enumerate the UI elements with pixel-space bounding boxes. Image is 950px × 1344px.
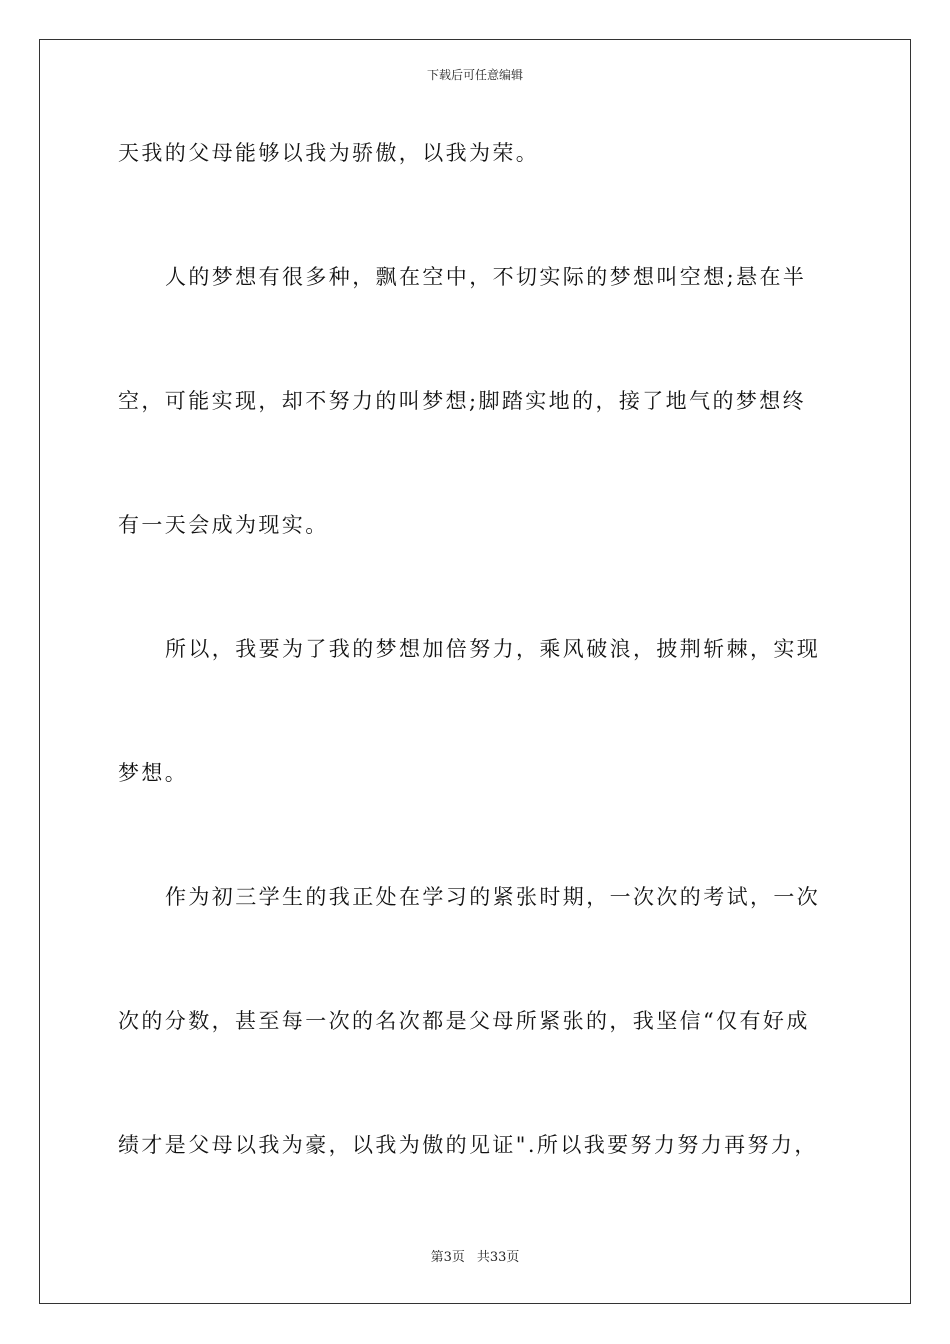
paragraph-line: 人的梦想有很多种，飘在空中，不切实际的梦想叫空想;悬在半 [165,265,807,289]
page-total: 共33页 [476,1250,520,1265]
page-footer [0,1250,950,1266]
paragraph-line: 有一天会成为现实。 [118,513,329,537]
paragraph-line: 作为初三学生的我正处在学习的紧张时期，一次次的考试，一次 [165,885,821,909]
paragraph-line: 绩才是父母以我为豪，以我为傲的见证".所以我要努力努力再努力， [118,1133,818,1157]
page-border [39,39,911,1304]
paragraph-line: 梦想。 [118,761,189,785]
paragraph-line: 天我的父母能够以我为骄傲，以我为荣。 [118,141,540,165]
page-header: 下载后可任意编辑 [426,68,523,82]
paragraph-line: 空，可能实现，却不努力的叫梦想;脚踏实地的，接了地气的梦想终 [118,389,807,413]
paragraph-line: 次的分数，甚至每一次的名次都是父母所紧张的，我坚信“仅有好成 [118,1009,810,1033]
page-number: 第3页 [430,1250,465,1265]
paragraph-line: 所以，我要为了我的梦想加倍努力，乘风破浪，披荆斩棘，实现 [165,637,821,661]
